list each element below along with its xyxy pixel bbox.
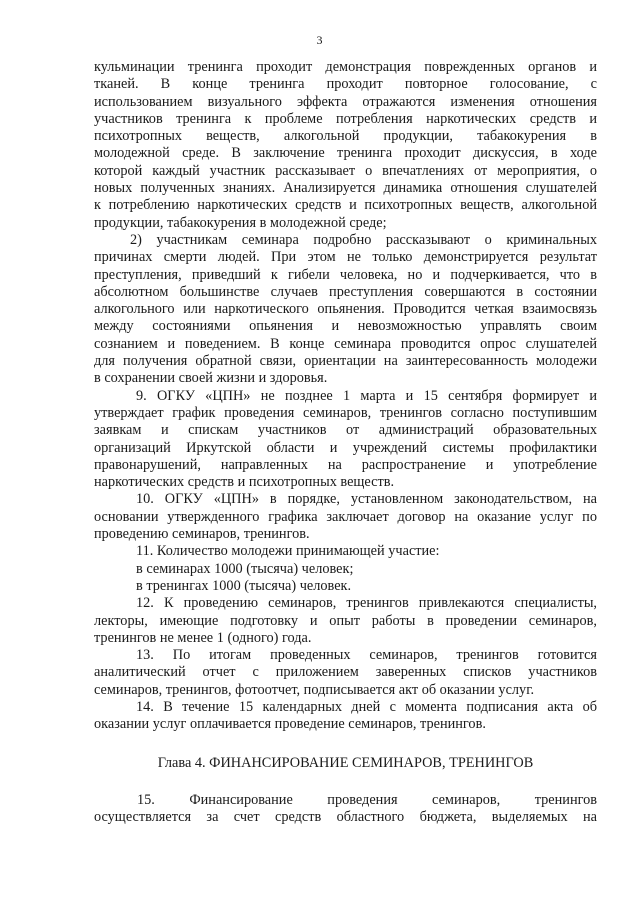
text-line: к потреблению наркотических средств и психотропных веществ, алкогольной	[94, 197, 597, 214]
spacer	[94, 772, 597, 792]
clause-13-line: 13. По итогам проведенных семинаров, тренингов готовится	[136, 647, 597, 664]
text-line: психотропных веществ, алкогольной продукции, табакокурения в	[94, 128, 597, 145]
text-line: наркотических средств и психотропных веществ.	[94, 474, 395, 491]
document-body	[94, 59, 597, 826]
text-line: участников тренинга к проблеме потребления наркотических средств и	[94, 110, 597, 127]
text-line: лекторы, имеющие подготовку и опыт работы в проведении семинаров,	[94, 612, 597, 629]
text-line: использованием визуального эффекта отражаются изменения отношения	[94, 93, 597, 110]
clause-11-line: 11. Количество молодежи принимающей участие:	[136, 543, 440, 560]
spacer	[94, 734, 597, 755]
text-line: проведению семинаров, тренингов.	[94, 526, 310, 543]
text-line: заявкам и спискам участников от администраций образовательных	[94, 422, 597, 439]
text-line: которой каждый участник рассказывает о впечатлениях от мероприятия, о	[94, 162, 597, 179]
text-line: кульминации тренинга проходит демонстрация поврежденных органов и	[94, 59, 597, 75]
clause-12-line: 12. К проведению семинаров, тренингов привлекаются специалисты,	[136, 595, 597, 612]
text-line: оказании услуг оплачивается проведение семинаров, тренингов.	[94, 716, 486, 733]
text-line: тренингов не менее 1 (одного) года.	[94, 629, 312, 646]
clause-9-line: 9. ОГКУ «ЦПН» не позднее 1 марта и 15 сентября формирует и	[136, 387, 597, 404]
text-line: организаций Иркутской области и учреждений системы профилактики	[94, 439, 597, 456]
clause-10-line: 10. ОГКУ «ЦПН» в порядке, установленном законодательством, на	[136, 491, 597, 508]
text-line: сознанием и поведением. В конце семинара проводится опрос слушателей	[94, 335, 597, 352]
text-line: продукции, табакокурения в молодежной среде;	[94, 214, 387, 231]
text-line: новых полученных знаниях. Анализируется динамика отношения слушателей	[94, 180, 597, 197]
text-line: для получения обратной связи, ориентации на заинтересованность молодежи	[94, 353, 597, 370]
text-line: преступления, приведший к гибели человека, но и подчеркивается, что в	[94, 266, 597, 283]
text-line: алкогольного или наркотического опьянения. Проводится четкая взаимосвязь	[94, 301, 597, 318]
text-line: причинах смерти людей. При этом не только демонстрируется результат	[94, 249, 597, 266]
chapter-heading: Глава 4. ФИНАНСИРОВАНИЕ СЕМИНАРОВ, ТРЕНИНГОВ	[157, 754, 534, 771]
text-line: правонарушений, направленных на распространение и употребление	[94, 456, 597, 473]
text-line: в семинарах 1000 (тысяча) человек;	[136, 560, 354, 577]
text-line: осуществляется за счет средств областного бюджета, выделяемых на	[94, 809, 597, 826]
text-line: тканей. В конце тренинга проходит повторное голосование, с	[94, 76, 597, 93]
text-line: в сохранении своей жизни и здоровья.	[94, 370, 328, 387]
list-item-2-line: 2) участникам семинара подробно рассказывают о криминальных	[130, 231, 597, 248]
page-number: 3	[316, 33, 323, 47]
text-line: аналитический отчет с приложением заверенных списков участников	[94, 664, 597, 681]
clause-15-line: 15. Финансирование проведения семинаров, тренингов	[137, 791, 597, 808]
text-line: молодежной среде. В заключение тренинга проходит дискуссия, в ходе	[94, 145, 597, 162]
text-line: в тренингах 1000 (тысяча) человек.	[136, 577, 352, 594]
text-line: абсолютном большинстве случаев преступления совершаются в состоянии	[94, 283, 597, 300]
text-line: между состояниями опьянения и невозможностью управлять своим	[94, 318, 597, 335]
clause-14-line: 14. В течение 15 календарных дней с момента подписания акта об	[136, 698, 597, 715]
text-line: утверждает график проведения семинаров, тренингов согласно поступившим	[94, 404, 597, 421]
text-line: основании утвержденного графика заключает договор на оказание услуг по	[94, 508, 597, 525]
text-line: семинаров, тренингов, фотоотчет, подписывается акт об оказании услуг.	[94, 681, 535, 698]
